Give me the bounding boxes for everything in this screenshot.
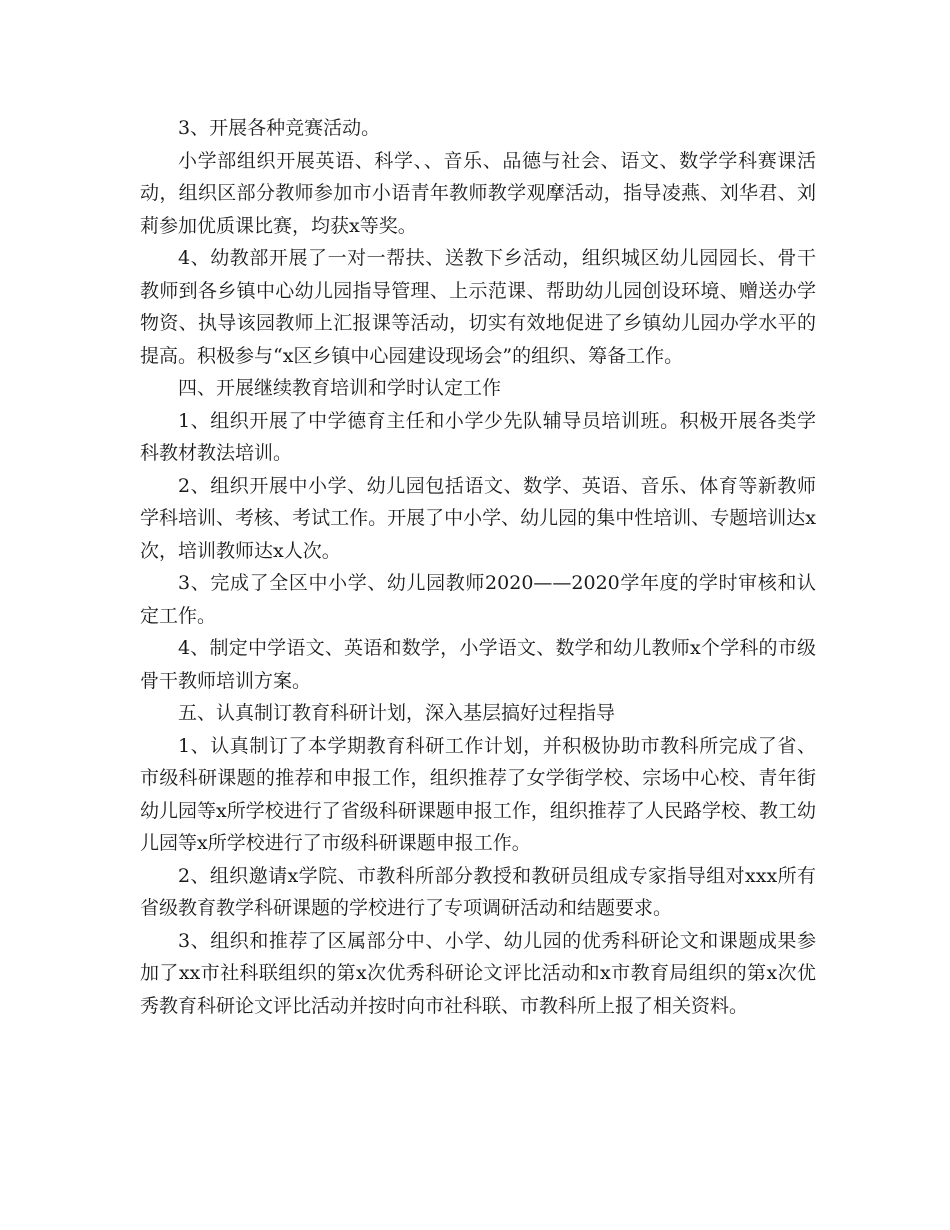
paragraph-kindergarten-support: 4、幼教部开展了一对一帮扶、送教下乡活动，组织城区幼儿园园长、骨干教师到各乡镇中心幼儿园指导管理、上示范课、帮助幼儿园创设环境、赠送办学物资、执导该园教师上汇报课等活动，切实有效地促进了乡镇幼儿园办学水平的提高。积极参与“x区乡镇中心园建设现场会”的组织、筹备工作。 [140, 247, 816, 367]
paragraph-paper-competitions: 3、组织和推荐了区属部分中、小学、幼儿园的优秀科研论文和课题成果参加了xx市社科联组织的第x次优秀科研论文评比活动和x市教育局组织的第x次优秀教育科研论文评比活动并按时向市社科联、市教科所上报了相关资料。 [140, 929, 816, 1017]
paragraph-backbone-teacher-plan: 4、制定中学语文、英语和数学，小学语文、数学和幼儿教师x个学科的市级骨干教师培训方案。 [140, 637, 816, 692]
paragraph-research-plan-details: 1、认真制订了本学期教育科研工作计划，并积极协助市教科所完成了省、市级科研课题的推荐和申报工作，组织推荐了女学街学校、宗场中心校、青年街幼儿园等x所学校进行了省级科研课题申报工作，组织推荐了人民路学校、教工幼儿园等x所学校进行了市级科研课题申报工作。 [140, 734, 816, 854]
paragraph-hours-certification: 3、完成了全区中小学、幼儿园教师2020——2020学年度的学时审核和认定工作。 [140, 572, 816, 627]
paragraph-new-teacher-training: 2、组织开展中小学、幼儿园包括语文、数学、英语、音乐、体育等新教师学科培训、考核、考试工作。开展了中小学、幼儿园的集中性培训、专题培训达x次，培训教师达x人次。 [140, 474, 816, 562]
paragraph-competitions-heading: 3、开展各种竞赛活动。 [178, 117, 381, 139]
document-body [140, 112, 816, 1022]
paragraph-expert-guidance: 2、组织邀请x学院、市教科所部分教授和教研员组成专家指导组对xxx所有省级教育教学科研课题的学校进行了专项调研活动和结题要求。 [140, 864, 816, 919]
paragraph-primary-school-activities: 小学部组织开展英语、科学、、音乐、品德与社会、语文、数学学科赛课活动，组织区部分教师参加市小语青年教师教学观摩活动，指导凌燕、刘华君、刘莉参加优质课比赛，均获x等奖。 [140, 149, 816, 237]
section-heading-research-plan: 五、认真制订教育科研计划，深入基层搞好过程指导 [178, 702, 616, 724]
section-heading-continuing-education: 四、开展继续教育培训和学时认定工作 [178, 377, 502, 399]
paragraph-training-classes: 1、组织开展了中学德育主任和小学少先队辅导员培训班。积极开展各类学科教材教法培训。 [140, 409, 816, 464]
